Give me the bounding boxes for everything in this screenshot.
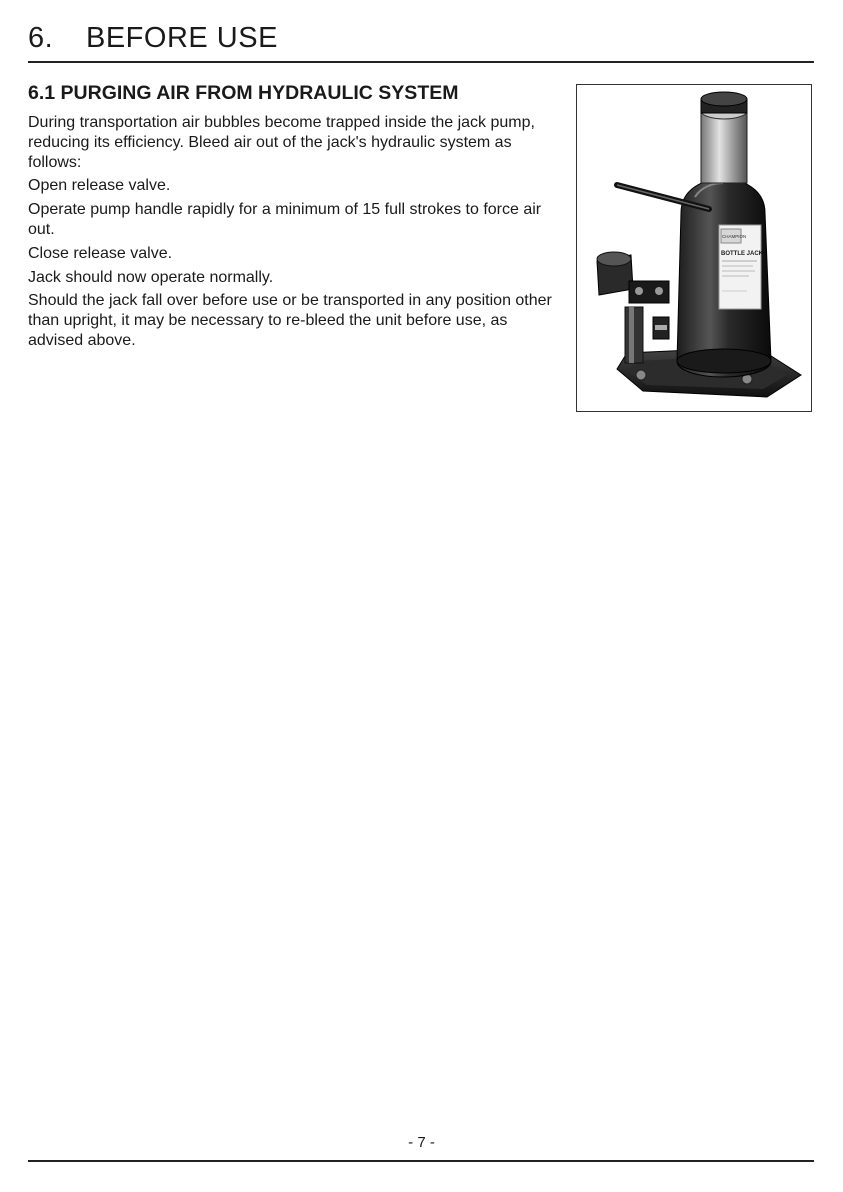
paragraph-step-pump-handle: Operate pump handle rapidly for a minimum of 15 full strokes to force air out.	[28, 201, 542, 238]
bottle-jack-illustration	[577, 85, 810, 410]
paragraph-step-close-valve: Close release valve.	[28, 244, 173, 262]
paragraph-rebleed-note: Should the jack fall over before use or be transported in any position other than upright, it may be necessary to re-bleed the unit before use, as advised above.	[28, 292, 552, 349]
bottle-jack-photo	[576, 84, 812, 412]
section-purging-air	[28, 82, 556, 355]
section-title: 6.1 PURGING AIR FROM HYDRAULIC SYSTEM	[28, 82, 459, 104]
chapter-title-text: BEFORE USE	[86, 22, 278, 54]
footer-divider	[28, 1160, 814, 1162]
label-brand: CHAMPION	[722, 234, 747, 239]
chapter-number: 6.	[28, 22, 54, 54]
paragraph-intro: During transportation air bubbles become trapped inside the jack pump, reducing its efficiency. Bleed air out of the jack's hydraulic system as follows:	[28, 114, 535, 171]
page-number: - 7 -	[408, 1134, 435, 1151]
paragraph-step-open-valve: Open release valve.	[28, 177, 171, 195]
chapter-title	[28, 22, 278, 55]
header-divider	[28, 61, 814, 63]
paragraph-operate-normally: Jack should now operate normally.	[28, 268, 274, 286]
label-product: BOTTLE JACK	[721, 251, 763, 257]
